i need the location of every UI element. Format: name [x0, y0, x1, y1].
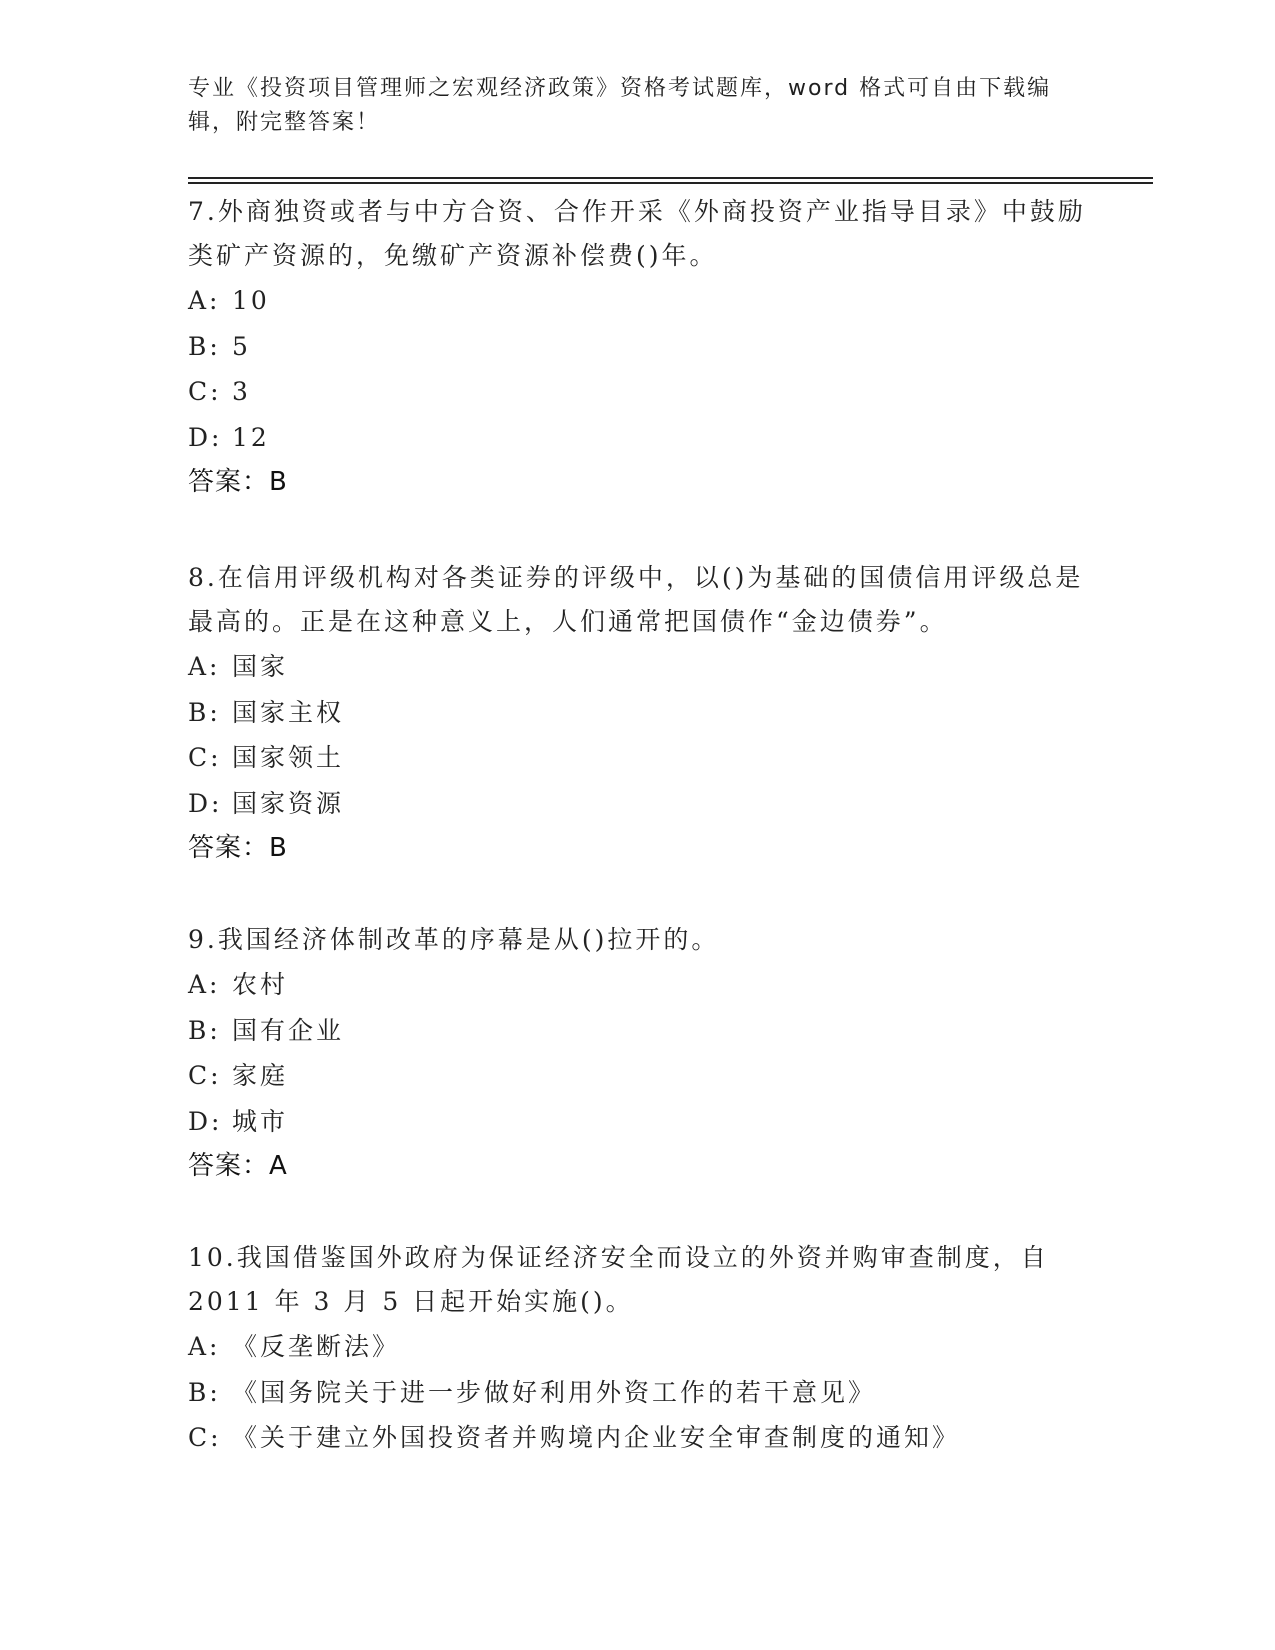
option-text: 12: [232, 422, 270, 452]
option-text: 家庭: [232, 1061, 289, 1090]
answer-line: 答案：A: [188, 1151, 288, 1181]
option-letter: C:: [188, 1061, 222, 1090]
option-text: 国家主权: [232, 697, 345, 727]
option-letter: C:: [188, 743, 222, 772]
option-c: [188, 735, 1088, 781]
question-10: [188, 1236, 1088, 1461]
header-divider-top: [188, 177, 1153, 179]
answer-line: 答案：B: [188, 467, 288, 497]
option-letter: D:: [188, 422, 223, 452]
option-a: [188, 644, 1088, 690]
option-text: 10: [232, 286, 270, 315]
option-d: [188, 415, 1088, 461]
option-letter: A:: [188, 652, 221, 681]
option-text: 3: [232, 377, 251, 406]
option-letter: B:: [188, 697, 221, 727]
option-letter: C:: [188, 1423, 222, 1452]
question-stem: 8.在信用评级机构对各类证券的评级中，以()为基础的国债信用评级总是最高的。正是在这种意义上，人们通常把国债作“金边债券”。: [188, 563, 1084, 636]
option-letter: B:: [188, 1015, 221, 1045]
question-stem: 10.我国借鉴国外政府为保证经济安全而设立的外资并购审查制度，自2011 年 3 月 5 日起开始实施()。: [188, 1243, 1049, 1316]
question-7: [188, 190, 1088, 504]
option-text: 国家领土: [232, 743, 345, 772]
option-b: [188, 1370, 1088, 1416]
option-letter: A:: [188, 1332, 221, 1361]
option-letter: A:: [188, 286, 221, 315]
option-c: [188, 1415, 1088, 1461]
option-a: [188, 1324, 1088, 1370]
option-text: 国有企业: [232, 1015, 345, 1045]
option-text: 5: [232, 331, 251, 361]
option-text: 城市: [232, 1106, 289, 1136]
answer-line: 答案：B: [188, 833, 288, 863]
option-d: [188, 781, 1088, 827]
question-stem: 9.我国经济体制改革的序幕是从()拉开的。: [188, 925, 720, 954]
question-stem: 7.外商独资或者与中方合资、合作开采《外商投资产业指导目录》中鼓励类矿产资源的，免缴矿产资源补偿费()年。: [188, 197, 1086, 270]
option-a: [188, 962, 1088, 1008]
option-a: [188, 278, 1088, 324]
option-b: [188, 690, 1088, 736]
option-letter: D:: [188, 1106, 223, 1136]
option-text: 《反垄断法》: [232, 1332, 401, 1361]
question-8: [188, 556, 1088, 870]
option-letter: B:: [188, 331, 221, 361]
option-d: [188, 1099, 1088, 1145]
option-b: [188, 1008, 1088, 1054]
option-text: 《关于建立外国投资者并购境内企业安全审查制度的通知》: [232, 1423, 961, 1452]
option-b: [188, 324, 1088, 370]
option-letter: A:: [188, 970, 221, 999]
option-letter: B:: [188, 1377, 221, 1407]
option-text: 农村: [232, 970, 289, 999]
option-letter: C:: [188, 377, 222, 406]
header-divider-bottom: [188, 182, 1153, 184]
option-letter: D:: [188, 788, 223, 818]
option-text: 国家: [232, 652, 289, 681]
option-text: 《国务院关于进一步做好利用外资工作的若干意见》: [232, 1377, 877, 1407]
option-text: 国家资源: [232, 788, 345, 818]
question-9: [188, 918, 1088, 1188]
option-c: [188, 369, 1088, 415]
document-header: 专业《投资项目管理师之宏观经济政策》资格考试题库，word 格式可自由下载编辑，附完整答案！: [188, 76, 1052, 135]
option-c: [188, 1053, 1088, 1099]
